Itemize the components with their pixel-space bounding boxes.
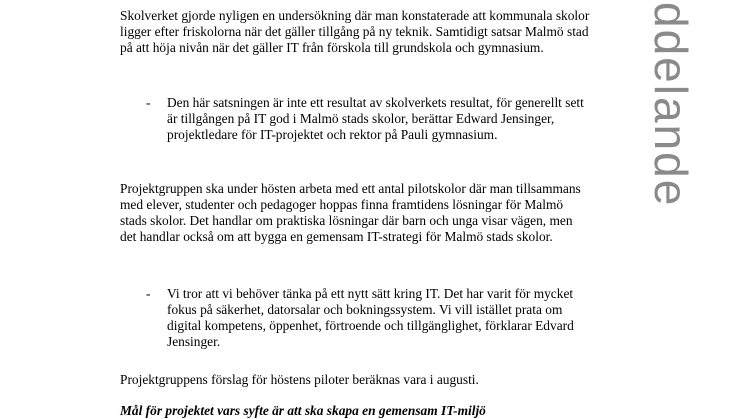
quote-jensinger-2: Vi tror att vi behöver tänka på ett nytt sätt kring IT. Det har varit för mycket fokus på säkerhet, datorsalar och bokningssystem. Vi vill istället prata om digital kompetens, öppenhet, förtroende och tillgänglighet, förklarar Edvard Jensinger. [167,286,574,349]
paragraph-pilot-schools: Projektgruppen ska under hösten arbeta med ett antal pilotskolor där man tillsammans med elever, studenter och pedagoger hoppas finna framtidens lösningar för Malmö stads skolor. Det handlar om praktiska lösningar där barn och unga visar vägen, men det handlar också om att bygga en gemensam IT-strategi för Malmö stads skolor. [120,181,581,244]
side-label-text: ddelande [645,2,697,208]
quote-jensinger-1: Den här satsningen är inte ett resultat av skolverkets resultat, för generellt sett är tillgången på IT god i Malmö stads skolor, berättar Edward Jensinger, projektledare för IT-projektet och rektor på Pauli gymnasium. [167,95,584,142]
quote-dash: - [146,286,151,301]
side-label [646,2,696,232]
paragraph-intro: Skolverket gjorde nyligen en undersökning där man konstaterade att kommunala skolor ligger efter friskolorna när det gäller tillgång på ny teknik. Samtidigt satsar Malmö stad på att höja nivån när det gäller IT från förskola till grundskola och gymnasium. [120,8,590,55]
paragraph-proposal: Projektgruppens förslag för höstens piloter beräknas vara i augusti. [120,372,479,387]
section-heading: Mål för projektet vars syfte är att ska skapa en gemensam IT-miljö [120,403,486,418]
quote-dash: - [146,95,151,110]
